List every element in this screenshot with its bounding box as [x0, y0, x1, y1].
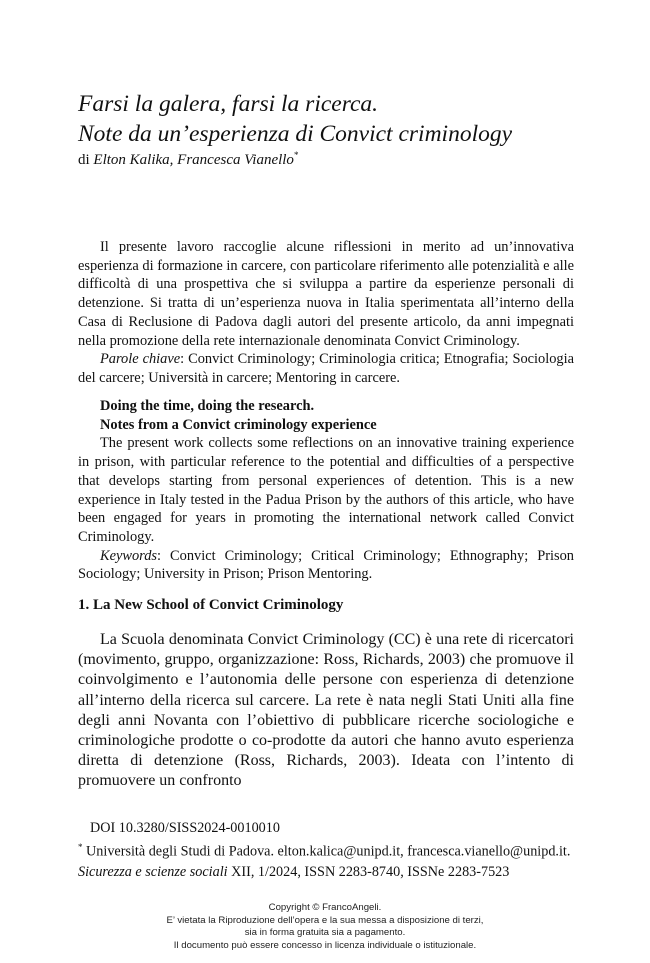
section-body — [78, 630, 574, 792]
affiliation-footnote — [78, 838, 574, 861]
footnotes — [78, 819, 574, 861]
keywords-english-list: : Convict Criminology; Critical Criminology; Ethnography; Prison Sociology; University in Prison; Prison Mentoring. — [78, 547, 574, 583]
copyright-notice — [0, 902, 650, 952]
abstract-italian — [78, 238, 574, 388]
abstract-english — [78, 397, 574, 584]
copyright-line-4: Il documento può essere concesso in licenza individuale o istituzionale. — [173, 939, 477, 951]
section-heading: 1. La New School of Convict Criminology — [78, 597, 344, 613]
keywords-italian — [78, 350, 574, 387]
journal-info — [78, 864, 574, 881]
abstract-italian-text: Il presente lavoro raccoglie alcune riflessioni in merito ad un’innovativa esperienza di formazione in carcere, con particolare riferimento alle potenzialità e alle difficoltà di una prospettiva che si sviluppa a partire da esperienze personali di detenzione. Si tratta di un’esperienza nuova in Italia sperimentata all’interno della Casa di Reclusione di Padova dagli autori del presente articolo, da anni impegnati nella promozione della rete internazionale denominata Convict Criminology. — [78, 239, 574, 349]
journal-name: Sicurezza e scienze sociali — [78, 864, 228, 880]
copyright-line-2: E’ vietata la Riproduzione dell’opera e la sua messa a disposizione di terzi, — [166, 914, 484, 926]
doi: DOI 10.3280/SISS2024-0010010 — [90, 820, 280, 836]
title-line-2: Note da un’esperienza di Convict criminology — [78, 121, 513, 147]
keywords-italian-label: Parole chiave — [100, 351, 181, 368]
title-line-1: Farsi la galera, farsi la ricerca. — [78, 91, 379, 117]
abstract-english-text: The present work collects some reflections on an innovative training experience in prison, with particular reference to the potential and difficulties of a perspective that develops starting from personal experiences of detention. This is a new experience in Italy tested in the Padua Prison by the authors of this article, who have been engaged for years in promoting the international network called Convict Criminology. — [78, 435, 574, 545]
keywords-italian-list: : Convict Criminology; Criminologia critica; Etnografia; Sociologia del carcere; Università in carcere; Mentoring in carcere. — [78, 351, 575, 386]
keywords-english — [78, 547, 574, 584]
copyright-line-3: sia in forma gratuita sia a pagamento. — [244, 927, 406, 938]
english-title-line-1: Doing the time, doing the research. — [100, 398, 315, 414]
author-names: Elton Kalika, Francesca Vianello — [93, 152, 294, 168]
author-footnote-marker: * — [293, 150, 299, 160]
keywords-english-label: Keywords — [100, 547, 158, 564]
affiliation-text: Università degli Studi di Padova. elton.kalica@unipd.it, francesca.vianello@unipd.it. — [82, 843, 571, 860]
section-paragraph: La Scuola denominata Convict Criminology (CC) è una rete di ricercatori (movimento, gruppo, organizzazione: Ross, Richards, 2003) che promuove il coinvolgimento e l’autonomia delle persone con esperienza di detenzione all’interno della ricerca sul carcere. La rete è nata negli Stati Uniti alla fine degli anni Novanta con l’obiettivo di pubblicare ricerche sociologiche e criminologiche prodotte o co-prodotte da autori che hanno avuto esperienza diretta di detenzione (Ross, Richards, 2003). Ideata con l’intento di promuovere un confronto — [78, 631, 574, 790]
copyright-line-1: Copyright © FrancoAngeli. — [268, 902, 382, 913]
author-byline — [78, 150, 298, 169]
affiliation-marker: * — [78, 841, 83, 852]
article-title — [78, 89, 598, 149]
byline-prefix: di — [78, 152, 94, 168]
english-title-line-2: Notes from a Convict criminology experience — [100, 416, 377, 433]
journal-details: XII, 1/2024, ISSN 2283-8740, ISSNe 2283-7523 — [227, 864, 510, 880]
